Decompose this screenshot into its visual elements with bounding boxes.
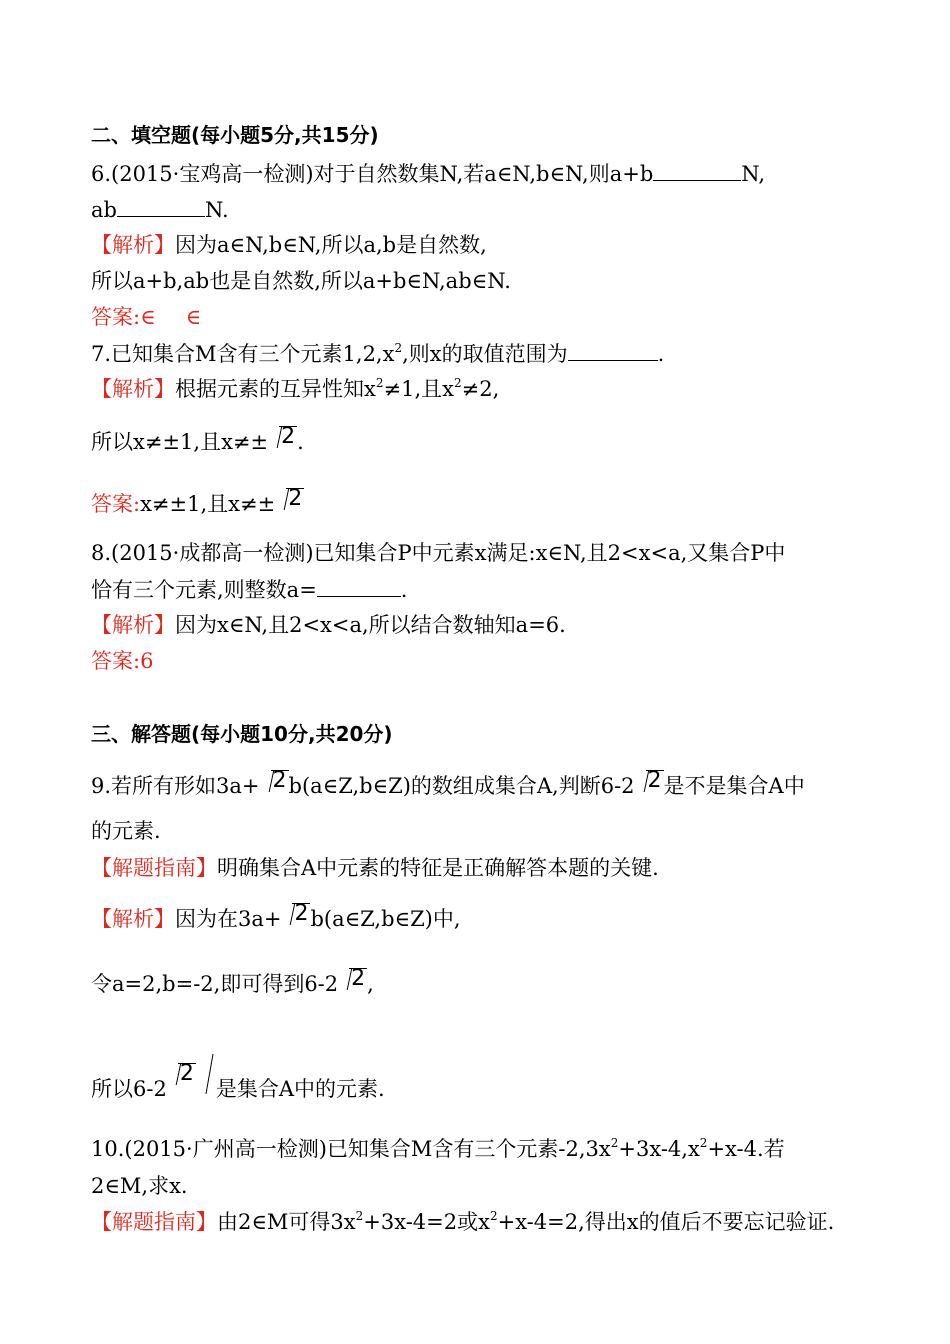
question-6-answer: 答案:∈ ∈: [91, 305, 202, 329]
sqrt-symbol: 2: [260, 768, 287, 794]
answer-blank: [317, 576, 401, 597]
stray-radical-sign: [196, 1054, 210, 1098]
answer-label: 答案:: [91, 305, 141, 329]
question-8-line-2: 恰有三个元素,则整数a= .: [91, 578, 408, 602]
analysis-label: 【解析】: [91, 613, 175, 637]
sqrt-symbol: 2: [635, 768, 662, 794]
question-9-analysis: 【解析】因为在3a+ 2b(a∈Z,b∈Z)中,: [91, 901, 461, 931]
question-9-line-1: 9.若所有形如3a+ 2b(a∈Z,b∈Z)的数组成集合A,判断6-2 2是不是集合A中: [91, 768, 805, 798]
question-9-step-1: 令a=2,b=-2,即可得到6-2 2,: [91, 966, 374, 996]
sqrt-symbol: 2: [167, 1061, 194, 1087]
section-title-fill-in: 二、填空题(每小题5分,共15分): [91, 123, 379, 147]
analysis-label: 【解析】: [91, 377, 175, 401]
sqrt-symbol: 2: [275, 486, 302, 512]
question-6-analysis: 【解析】因为a∈N,b∈N,所以a,b是自然数,: [91, 233, 487, 257]
question-8-analysis: 【解析】因为x∈N,且2<x<a,所以结合数轴知a=6.: [91, 613, 566, 637]
guide-label: 【解题指南】: [91, 1210, 217, 1234]
question-6-line-2: ab N.: [91, 198, 229, 222]
answer-label: 答案:: [91, 492, 141, 516]
question-10-line-1: 10.(2015·广州高一检测)已知集合M含有三个元素$-2,3x^2+3x-4,x^2+x-4$.若: [91, 1136, 785, 1161]
question-6-analysis-2: 所以a+b,ab也是自然数,所以a+b∈N,ab∈N.: [91, 269, 511, 293]
question-7-analysis-2: 所以x≠±1,且x≠± 2.: [91, 424, 304, 454]
sqrt-symbol: 2: [268, 424, 295, 450]
guide-label: 【解题指南】: [91, 856, 217, 880]
question-9-step-2: 所以6-22是集合A中的元素.: [91, 1054, 385, 1102]
question-8-line-1: 8.(2015·成都高一检测)已知集合P中元素x满足:x∈N,且2<x<a,又集合P中: [91, 541, 786, 565]
analysis-label: 【解析】: [91, 907, 175, 931]
answer-blank: [653, 160, 741, 181]
sqrt-symbol: 2: [338, 966, 365, 992]
question-10-guide: 【解题指南】由2∈M可得$3x^2+3x-4=2$或$x^2+x-4=2$,得出x的值后不要忘记验证.: [91, 1209, 835, 1234]
answer-blank: [568, 340, 658, 361]
answer-label: 答案:: [91, 649, 141, 673]
question-10-line-2: 2∈M,求x.: [91, 1174, 188, 1198]
question-7-line-1: 7.已知集合M含有三个元素$1,2,x^2$,则x的取值范围为 .: [91, 341, 665, 366]
question-8-answer: 答案:6: [91, 649, 154, 673]
question-9-line-2: 的元素.: [91, 819, 161, 843]
question-6-line-1: 6.(2015·宝鸡高一检测)对于自然数集N,若a∈N,b∈N,则a+b N,: [91, 162, 765, 186]
question-7-answer: 答案:x≠±1,且x≠± 2: [91, 486, 303, 516]
answer-blank: [117, 196, 205, 217]
analysis-label: 【解析】: [91, 233, 175, 257]
sqrt-symbol: 2: [281, 901, 308, 927]
question-7-analysis: 【解析】根据元素的互异性知$x^2\ne 1$,且$x^2\ne 2$,: [91, 376, 500, 401]
question-9-guide: 【解题指南】明确集合A中元素的特征是正确解答本题的关键.: [91, 856, 659, 880]
section-title-solution: 三、解答题(每小题10分,共20分): [91, 722, 393, 746]
